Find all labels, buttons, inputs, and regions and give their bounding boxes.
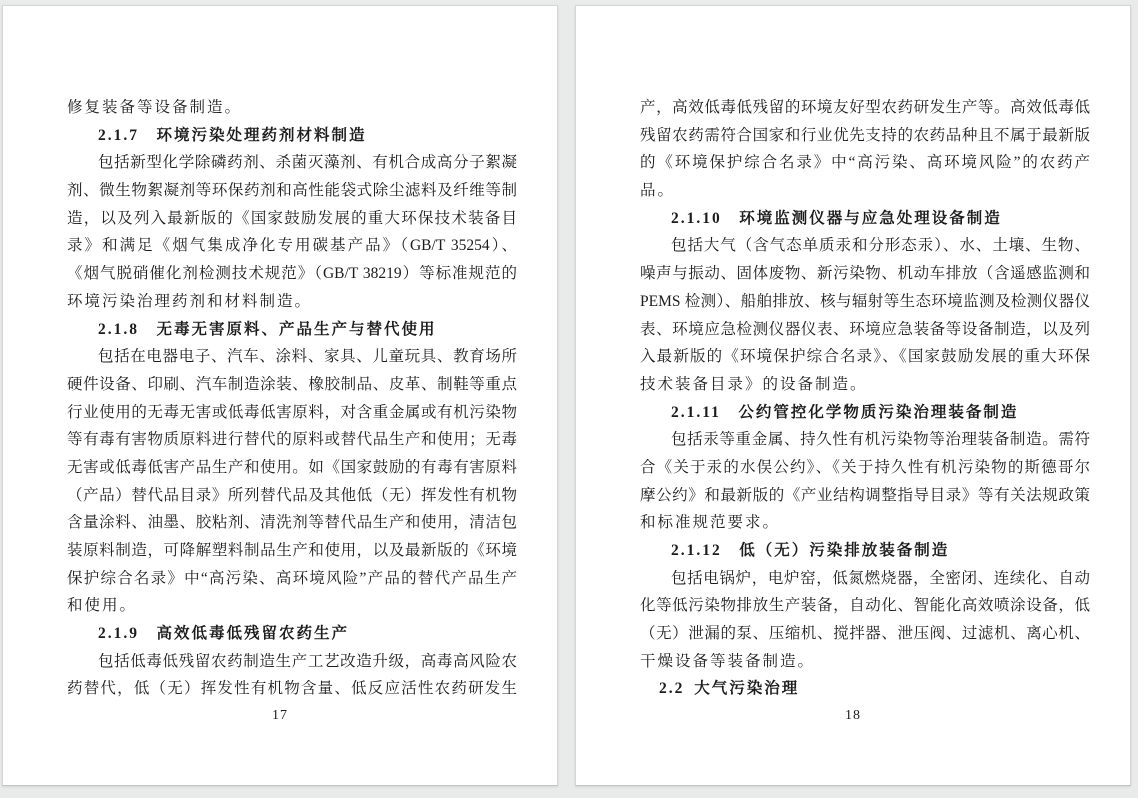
text-line: 行业使用的无毒无害或低毒低害原料，对含重金属或有机污染物 [67,403,517,421]
text-line: 品。 [640,182,676,200]
text-line: 环境污染治理药剂和材料制造。 [67,292,313,310]
text-line: 无害或低毒低害产品生产和使用。如《国家鼓励的有毒有害原料 [67,458,517,476]
section-heading: 2.1.11 公约管控化学物质污染治理装备制造 [671,403,1019,421]
text-line: 造，以及列入最新版的《国家鼓励发展的重大环保技术装备目 [67,209,517,227]
text-line: 修复装备等设备制造。 [67,99,243,116]
text-line: （产品）替代品目录》所列替代品及其他低（无）挥发性有机物 [67,486,517,504]
text-line: PEMS 检测）、船舶排放、核与辐射等生态环境监测及检测仪器仪 [640,292,1090,310]
text-line: 装原料制造，可降解塑料制品生产和使用，以及最新版的《环境 [67,542,517,559]
text-line: 保护综合名录》中“高污染、高环境风险”产品的替代产品生产 [67,569,517,587]
text-line: 录》和满足《烟气集成净化专用碳基产品》（GB/T 35254）、 [67,237,517,255]
text-line: 药替代，低（无）挥发性有机物含量、低反应活性农药研发生 [67,680,517,698]
text-line: 包括大气（含气态单质汞和分形态汞）、水、土壤、生物、 [671,237,1090,255]
text-line: 化等低污染物排放生产装备，自动化、智能化高效喷涂设备，低 [640,597,1090,615]
page-18-text [640,94,1090,703]
text-line: 包括新型化学除磷药剂、杀菌灭藻剂、有机合成高分子絮凝 [98,154,517,172]
text-line: 入最新版的《环境保护综合名录》、《国家鼓励发展的重大环保 [640,348,1090,366]
text-line: 《烟气脱硝催化剂检测技术规范》（GB/T 38219）等标准规范的 [67,265,517,283]
section-heading: 2.1.9 高效低毒低残留农药生产 [98,625,350,643]
text-line: 包括在电器电子、汽车、涂料、家具、儿童玩具、教育场所 [98,348,517,366]
section-heading: 2.1.8 无毒无害原料、产品生产与替代使用 [98,320,437,338]
text-line: 包括电锅炉，电炉窑，低氮燃烧器，全密闭、连续化、自动 [671,569,1090,587]
text-line: （无）泄漏的泵、压缩机、搅拌器、泄压阀、过滤机、离心机、 [640,625,1090,643]
section-heading: 2.1.12 低（无）污染排放装备制造 [671,542,950,559]
text-line: 和使用。 [67,597,138,615]
text-line: 硬件设备、印刷、汽车制造涂装、橡胶制品、皮革、制鞋等重点 [67,375,517,393]
text-line: 等有毒有害物质原料进行替代的原料或替代品生产和使用；无毒 [67,431,517,449]
section-heading: 2.2 大气污染治理 [659,680,800,698]
page-17 [2,5,558,786]
text-line: 剂、微生物絮凝剂等环保药剂和高性能袋式除尘滤料及纤维等制 [67,182,517,200]
page-17-text [67,94,517,703]
page-number: 17 [272,708,288,723]
text-line: 干燥设备等装备制造。 [640,652,816,670]
text-line: 包括低毒低残留农药制造生产工艺改造升级，高毒高风险农 [98,652,517,670]
text-line: 产，高效低毒低残留的环境友好型农药研发生产等。高效低毒低 [640,99,1090,116]
page-18 [575,5,1131,786]
text-line: 残留农药需符合国家和行业优先支持的农药品种且不属于最新版 [640,126,1090,144]
text-line: 包括汞等重金属、持久性有机污染物等治理装备制造。需符 [671,431,1090,449]
text-line: 噪声与振动、固体废物、新污染物、机动车排放（含遥感监测和 [640,265,1090,283]
text-line: 和标准规范要求。 [640,514,781,532]
text-line: 技术装备目录》的设备制造。 [640,375,868,393]
text-line: 摩公约》和最新版的《产业结构调整指导目录》等有关法规政策 [640,486,1090,504]
page-number: 18 [845,708,861,723]
text-line: 合《关于汞的水俣公约》、《关于持久性有机污染物的斯德哥尔 [640,458,1090,476]
text-line: 表、环境应急检测仪器仪表、环境应急装备等设备制造，以及列 [640,320,1090,338]
section-heading: 2.1.10 环境监测仪器与应急处理设备制造 [671,209,1002,227]
text-line: 含量涂料、油墨、胶粘剂、清洗剂等替代品生产和使用，清洁包 [67,514,517,532]
text-line: 的《环境保护综合名录》中“高污染、高环境风险”的农药产 [640,154,1090,172]
section-heading: 2.1.7 环境污染处理药剂材料制造 [98,126,367,144]
